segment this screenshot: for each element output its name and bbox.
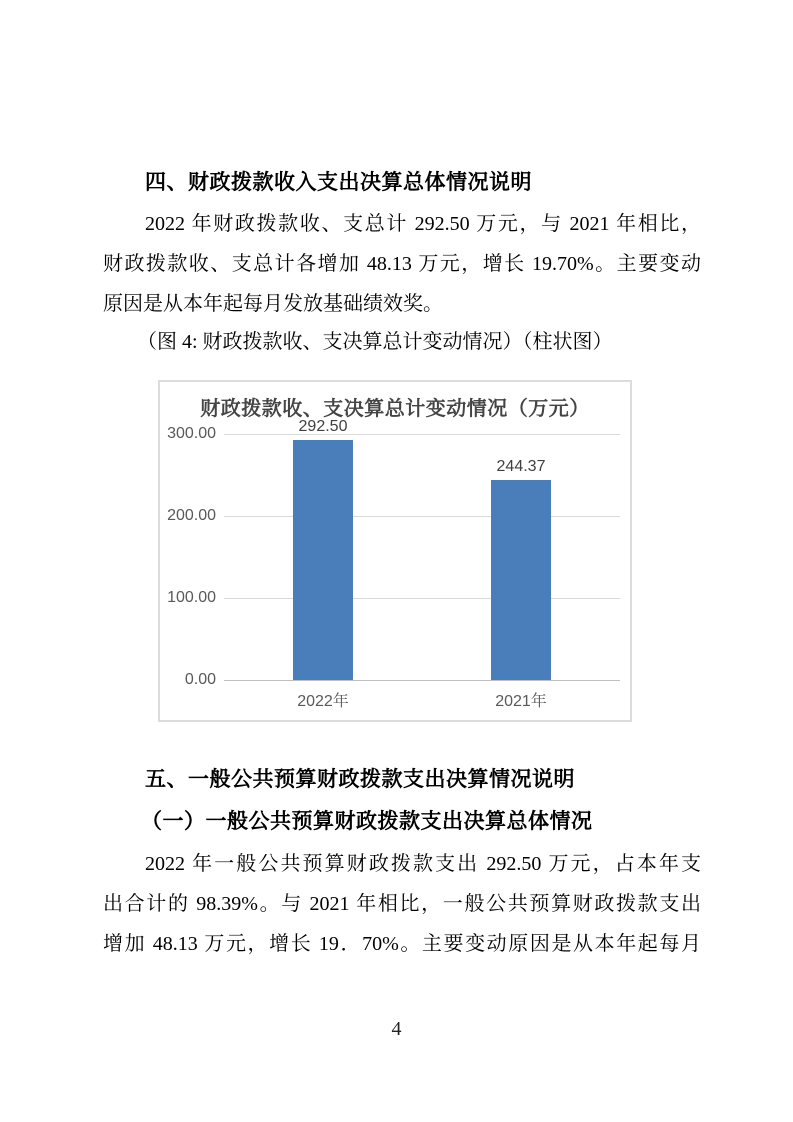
y-axis-tick-label: 0.00 — [184, 671, 216, 688]
text-line: 原因是从本年起每月发放基础绩效奖。 — [103, 293, 443, 315]
text-line: 2022 年财政拨款收、支总计 292.50 万元，与 2021 年相比， — [145, 213, 701, 235]
x-axis-line — [224, 680, 620, 681]
paragraph-section5 — [103, 844, 701, 964]
text-line: 出合计的 98.39%。与 2021 年相比，一般公共预算财政拨款支出 — [103, 893, 701, 915]
x-axis-tick-label: 2021年 — [495, 693, 547, 710]
chart-title: 财政拨款收、支决算总计变动情况（万元） — [200, 398, 590, 420]
text-line: 2022 年一般公共预算财政拨款支出 292.50 万元，占本年支 — [145, 853, 701, 875]
gridline — [224, 598, 620, 599]
page-number: 4 — [391, 1018, 402, 1040]
gridline — [224, 516, 620, 517]
figure-caption: （图 4: 财政拨款收、支决算总计变动情况）（柱状图） — [137, 331, 613, 353]
section-heading-4: 四、财政拨款收入支出决算总体情况说明 — [145, 171, 532, 194]
text-line: 增加 48.13 万元，增长 19．70%。主要变动原因是从本年起每月 — [103, 933, 701, 955]
figure4-bar-chart — [158, 380, 632, 722]
paragraph-section4 — [103, 204, 701, 324]
y-axis-tick-label: 300.00 — [167, 425, 216, 442]
bar-value-label: 292.50 — [298, 418, 348, 436]
bar-2022年 — [293, 440, 353, 680]
y-axis-tick-label: 100.00 — [167, 589, 216, 606]
y-axis-tick-label: 200.00 — [167, 507, 216, 524]
bar-2021年 — [491, 480, 551, 680]
section-heading-5: 五、一般公共预算财政拨款支出决算情况说明 — [145, 768, 575, 791]
section-subheading-5-1: （一）一般公共预算财政拨款支出决算总体情况 — [141, 809, 593, 833]
x-axis-tick-label: 2022年 — [297, 693, 349, 710]
chart-plot-area — [160, 382, 630, 720]
text-line: 财政拨款收、支总计各增加 48.13 万元，增长 19.70%。主要变动 — [103, 253, 701, 275]
bar-value-label: 244.37 — [496, 457, 546, 475]
